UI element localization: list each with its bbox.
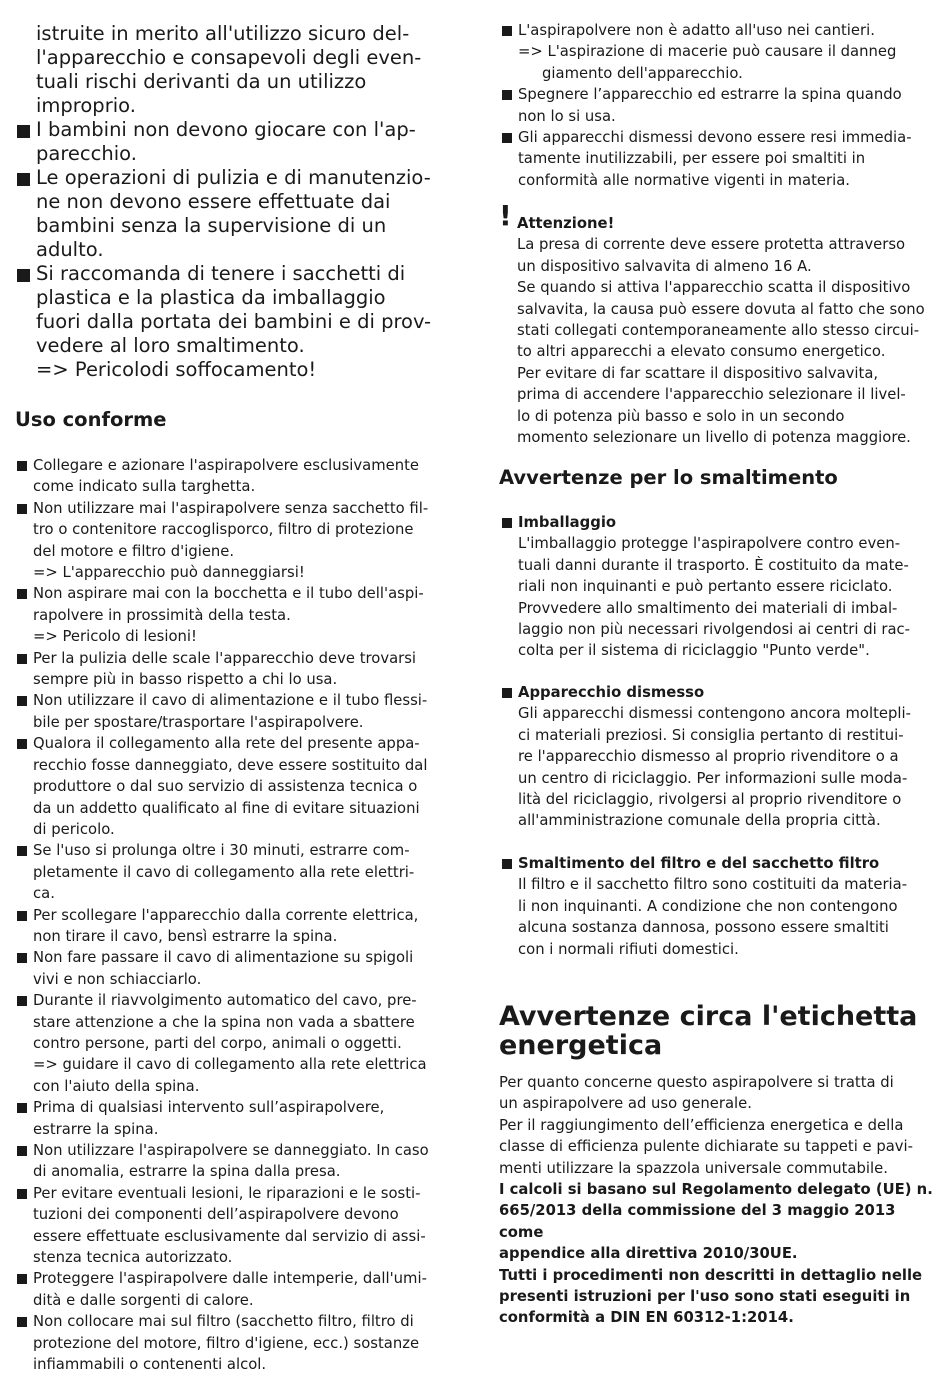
bullet-square-icon bbox=[502, 133, 512, 143]
bullet-square-icon bbox=[17, 739, 27, 749]
warning-box: ! Attenzione! La presa di corrente deve essere protetta attraverso un dispositivo salvavita di almeno 16 A. Se quando si attiva l'apparecchio scatta il dispositivo salvavita, la causa può essere dovuta al fatto che sono stati collegati contemporaneamente allo stesso circui- to altri apparecchi a elevato consumo energetico. Per evitare di far scattare il dispositivo salvavita, prima di accendere l'apparecchio selezionare il livel- lo di potenza più basso e solo in un secondo momento selezionare un livello di potenza maggiore. bbox=[499, 202, 939, 448]
list-item: Non utilizzare il cavo di alimentazione e il tubo flessi- bile per spostare/trasportare l'aspirapolvere. bbox=[14, 690, 464, 733]
disposal-packaging: Imballaggio L'imballaggio protegge l'aspirapolvere contro even- tuali danni durante il trasporto. È costituito da mate- riali non inquinanti e può pertanto essere riciclato. Provvedere allo smaltimento dei materiali di imbal- laggio non più necessari rivolgendosi ai centri di rac- colta per il sistema di riciclaggio "Punto verde". bbox=[499, 512, 939, 662]
list-item: Gli apparecchi dismessi devono essere resi immedia- tamente inutilizzabili, per essere poi smaltiti in conformità alle normative vigenti in materia. bbox=[499, 127, 939, 191]
bullet-square-icon bbox=[17, 1274, 27, 1284]
list-item: Collegare e azionare l'aspirapolvere esclusivamente come indicato sulla targhetta. bbox=[14, 455, 464, 498]
list-item: Se l'uso si prolunga oltre i 30 minuti, estrarre com- pletamente il cavo di collegamento alla rete elettri- ca. bbox=[14, 840, 464, 904]
bullet-square-icon bbox=[502, 688, 512, 698]
list-item: Non collocare mai sul filtro (sacchetto filtro, filtro di protezione del motore, filtro d'igiene, ecc.) sostanze infiammabili o contenenti alcol. bbox=[14, 1311, 464, 1375]
bullet-square-icon bbox=[17, 1189, 27, 1199]
list-item: Non utilizzare mai l'aspirapolvere senza sacchetto fil- tro o contenitore raccoglisporco, filtro di protezione del motore e filtro d'igiene. => L'apparecchio può danneggiarsi! bbox=[14, 498, 464, 584]
bullet-square-icon bbox=[17, 696, 27, 706]
bullet-square-icon bbox=[17, 1103, 27, 1113]
bullet-square-icon bbox=[502, 90, 512, 100]
usage-list-continued bbox=[499, 20, 939, 191]
bullet-square-icon bbox=[17, 996, 27, 1006]
disposal-old-appliance: Apparecchio dismesso Gli apparecchi dismessi contengono ancora moltepli- ci materiali preziosi. Si consiglia pertanto di restitui- re l'apparecchio dismesso al proprio rivenditore o a un centro di riciclaggio. Per informazioni sulle moda- lità del riciclaggio, rivolgersi al proprio rivenditore o all'amministrazione comunale della propria città. bbox=[499, 682, 939, 832]
list-item: I bambini non devono giocare con l'ap- parecchio. bbox=[14, 118, 464, 166]
safety-list bbox=[14, 118, 464, 382]
section-heading-disposal: Avvertenze per lo smaltimento bbox=[499, 466, 838, 489]
list-item: Per scollegare l'apparecchio dalla corrente elettrica, non tirare il cavo, bensì estrarre la spina. bbox=[14, 905, 464, 948]
bullet-square-icon bbox=[17, 173, 30, 186]
bullet-square-icon bbox=[17, 269, 30, 282]
list-item: L'aspirapolvere non è adatto all'uso nei cantieri. => L'aspirazione di macerie può causare il danneg giamento dell'apparecchio. bbox=[499, 20, 939, 84]
list-item: Per la pulizia delle scale l'apparecchio deve trovarsi sempre più in basso rispetto a chi lo usa. bbox=[14, 648, 464, 691]
list-item: Durante il riavvolgimento automatico del cavo, pre- stare attenzione a che la spina non vada a sbattere contro persone, parti del corpo, animali o oggetti. => guidare il cavo di collegamento alla rete elettrica con l'aiuto della spina. bbox=[14, 990, 464, 1097]
usage-list bbox=[14, 455, 464, 1375]
bullet-square-icon bbox=[502, 26, 512, 36]
energy-paragraph: Per quanto concerne questo aspirapolvere si tratta di un aspirapolvere ad uso generale. Per il raggiungimento dell’efficienza energetica e della classe di efficienza pulente dichiarate su tappeti e pavi- menti utilizzare la spazzola universale commutabile. I calcoli si basano sul Regolamento delegato (UE) n. 665/2013 della commissione del 3 maggio 2013 come appendice alla direttiva 2010/30UE. Tutti i procedimenti non descritti in dettaglio nelle presenti istruzioni per l'uso sono stati eseguiti in conformità a DIN EN 60312-1:2014. bbox=[499, 1074, 933, 1327]
bullet-square-icon bbox=[17, 589, 27, 599]
list-item: Per evitare eventuali lesioni, le riparazioni e le sosti- tuzioni dei componenti dell’aspirapolvere devono essere effettuate esclusivamente dal servizio di assi- stenza tecnica autorizzato. bbox=[14, 1183, 464, 1269]
list-item: Prima di qualsiasi intervento sull’aspirapolvere, estrarre la spina. bbox=[14, 1097, 464, 1140]
bullet-square-icon bbox=[17, 504, 27, 514]
intro-text: istruite in merito all'utilizzo sicuro del- l'apparecchio e consapevoli degli even- tuali rischi derivanti da un utilizzo improprio. bbox=[36, 22, 422, 117]
section-heading-uso-conforme: Uso conforme bbox=[15, 408, 167, 431]
bullet-square-icon bbox=[17, 1317, 27, 1327]
list-item: Si raccomanda di tenere i sacchetti di plastica e la plastica da imballaggio fuori dalla portata dei bambini e di prov- vedere al loro smaltimento. => Pericolodi soffocamento! bbox=[14, 262, 464, 382]
bullet-square-icon bbox=[17, 125, 30, 138]
bullet-square-icon bbox=[17, 461, 27, 471]
bullet-square-icon bbox=[17, 846, 27, 856]
disposal-filter: Smaltimento del filtro e del sacchetto filtro Il filtro e il sacchetto filtro sono costituiti da materia- li non inquinanti. A condizione che non contengono alcuna sostanza dannosa, possono essere smaltiti con i normali rifiuti domestici. bbox=[499, 853, 939, 960]
list-item: Le operazioni di pulizia e di manutenzio- ne non devono essere effettuate dai bambini senza la supervisione di un adulto. bbox=[14, 166, 464, 262]
list-item: Non aspirare mai con la bocchetta e il tubo dell'aspi- rapolvere in prossimità della testa. => Pericolo di lesioni! bbox=[14, 583, 464, 647]
bullet-square-icon bbox=[17, 1146, 27, 1156]
warning-exclamation-icon: ! bbox=[499, 199, 512, 232]
bullet-square-icon bbox=[502, 518, 512, 528]
list-item: Proteggere l'aspirapolvere dalle intemperie, dall'umi- dità e dalle sorgenti di calore. bbox=[14, 1268, 464, 1311]
bullet-square-icon bbox=[17, 654, 27, 664]
list-item: Spegnere l’apparecchio ed estrarre la spina quando non lo si usa. bbox=[499, 84, 939, 127]
list-item: Non fare passare il cavo di alimentazione su spigoli vivi e non schiacciarlo. bbox=[14, 947, 464, 990]
warning-title: Attenzione! bbox=[517, 215, 615, 232]
bullet-square-icon bbox=[502, 859, 512, 869]
bullet-square-icon bbox=[17, 953, 27, 963]
bullet-square-icon bbox=[17, 911, 27, 921]
list-item: Non utilizzare l'aspirapolvere se danneggiato. In caso di anomalia, estrarre la spina dalla presa. bbox=[14, 1140, 464, 1183]
list-item: Qualora il collegamento alla rete del presente appa- recchio fosse danneggiato, deve essere sostituito dal produttore o dal suo servizio di assistenza tecnica o da un addetto qualificato al fine di evitare situazioni di pericolo. bbox=[14, 733, 464, 840]
section-heading-energy-label: Avvertenze circa l'etichetta energetica bbox=[499, 1001, 918, 1061]
